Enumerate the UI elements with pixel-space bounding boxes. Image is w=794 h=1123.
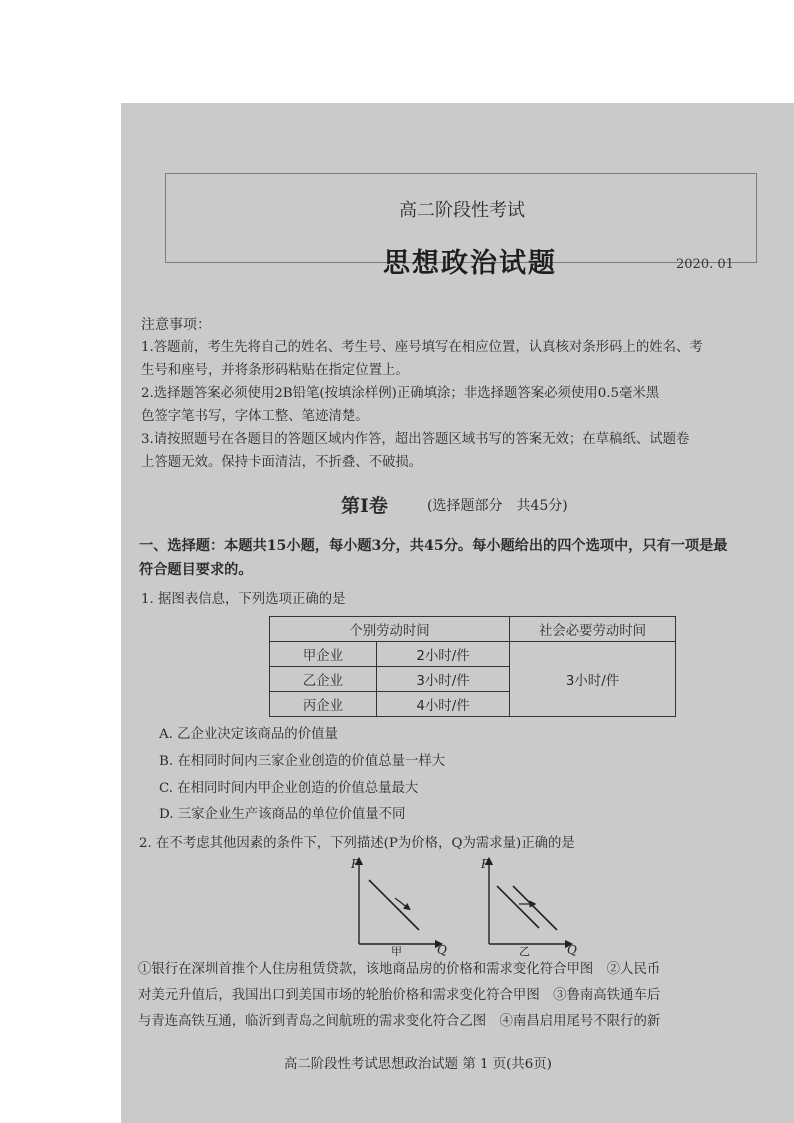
note-line: 2.选择题答案必须使用2B铅笔(按填涂样例)正确填涂；非选择题答案必须使用0.5毫米黑 bbox=[141, 386, 660, 401]
q-axis-label: Q bbox=[567, 943, 577, 956]
exam-date: 2020. 01 bbox=[676, 257, 734, 272]
notes-heading: 注意事项： bbox=[141, 317, 211, 333]
exam-title: 思想政治试题 bbox=[383, 248, 557, 279]
p-axis-label: P bbox=[351, 857, 360, 871]
p-axis-label: P bbox=[481, 857, 490, 871]
note-line: 上答题无效。保持卡面清洁，不折叠、不破损。 bbox=[141, 455, 423, 470]
note-line: 色签字笔书写，字体工整、笔迹清楚。 bbox=[141, 409, 369, 424]
graph-label: 乙 bbox=[519, 945, 530, 956]
enterprise-name: 丙企业 bbox=[270, 692, 377, 717]
page-footer: 高二阶段性考试思想政治试题 第 1 页(共6页) bbox=[284, 1057, 552, 1072]
exam-page bbox=[121, 103, 794, 1123]
note-line: 1.答题前，考生先将自己的姓名、考生号、座号填写在相应位置，认真核对条形码上的姓名、考 bbox=[141, 340, 703, 355]
table-row bbox=[270, 642, 676, 667]
option-c: C. 在相同时间内甲企业创造的价值总量最大 bbox=[159, 781, 419, 796]
demand-curve bbox=[369, 880, 419, 930]
question-2-statement-line: ①银行在深圳首推个人住房租赁贷款，该地商品房的价格和需求变化符合甲图 ②人民币 bbox=[138, 962, 661, 977]
instruction-line: 一、选择题：本题共15小题，每小题3分，共45分。每小题给出的四个选项中，只有一项是最 bbox=[139, 538, 728, 554]
enterprise-name: 乙企业 bbox=[270, 667, 377, 692]
question-2-statement-line: 与青连高铁互通，临沂到青岛之间航班的需求变化符合乙图 ④南昌启用尾号不限行的新 bbox=[138, 1014, 661, 1029]
header-individual-time: 个别劳动时间 bbox=[270, 617, 510, 642]
demand-curve-original bbox=[497, 886, 539, 928]
question-2-statement-line: 对美元升值后，我国出口到美国市场的轮胎价格和需求变化符合甲图 ③鲁南高铁通车后 bbox=[138, 988, 661, 1003]
note-line: 3.请按照题号在各题目的答题区域内作答，超出答题区域书写的答案无效；在草稿纸、试题卷 bbox=[141, 432, 690, 447]
labor-time-table bbox=[269, 616, 676, 717]
enterprise-name: 甲企业 bbox=[270, 642, 377, 667]
movement-arrow-icon bbox=[395, 898, 408, 908]
option-a: A. 乙企业决定该商品的价值量 bbox=[159, 727, 338, 742]
note-line: 生号和座号，并将条形码粘贴在指定位置上。 bbox=[141, 363, 409, 378]
question-2-stem: 2. 在不考虑其他因素的条件下，下列描述(P为价格，Q为需求量)正确的是 bbox=[139, 836, 575, 851]
social-necessary-time: 3小时/件 bbox=[510, 642, 676, 717]
enterprise-time: 2小时/件 bbox=[377, 642, 510, 667]
enterprise-time: 3小时/件 bbox=[377, 667, 510, 692]
q-axis-label: Q bbox=[437, 943, 447, 956]
demand-graph-b bbox=[481, 856, 581, 956]
section-subtitle: (选择题部分 共45分) bbox=[427, 498, 568, 514]
section-instructions bbox=[139, 534, 784, 582]
instruction-line: 符合题目要求的。 bbox=[139, 562, 253, 578]
section-title: 第Ⅰ卷 bbox=[341, 495, 388, 517]
header-social-time: 社会必要劳动时间 bbox=[510, 617, 676, 642]
question-1-stem: 1. 据图表信息，下列选项正确的是 bbox=[141, 592, 346, 607]
table-header-row bbox=[270, 617, 676, 642]
option-d: D. 三家企业生产该商品的单位价值量不同 bbox=[159, 807, 406, 822]
enterprise-time: 4小时/件 bbox=[377, 692, 510, 717]
exam-subtitle: 高二阶段性考试 bbox=[399, 200, 525, 221]
option-b: B. 在相同时间内三家企业创造的价值总量一样大 bbox=[159, 754, 446, 769]
demand-graph-a bbox=[351, 856, 451, 956]
graph-label: 甲 bbox=[391, 945, 402, 956]
